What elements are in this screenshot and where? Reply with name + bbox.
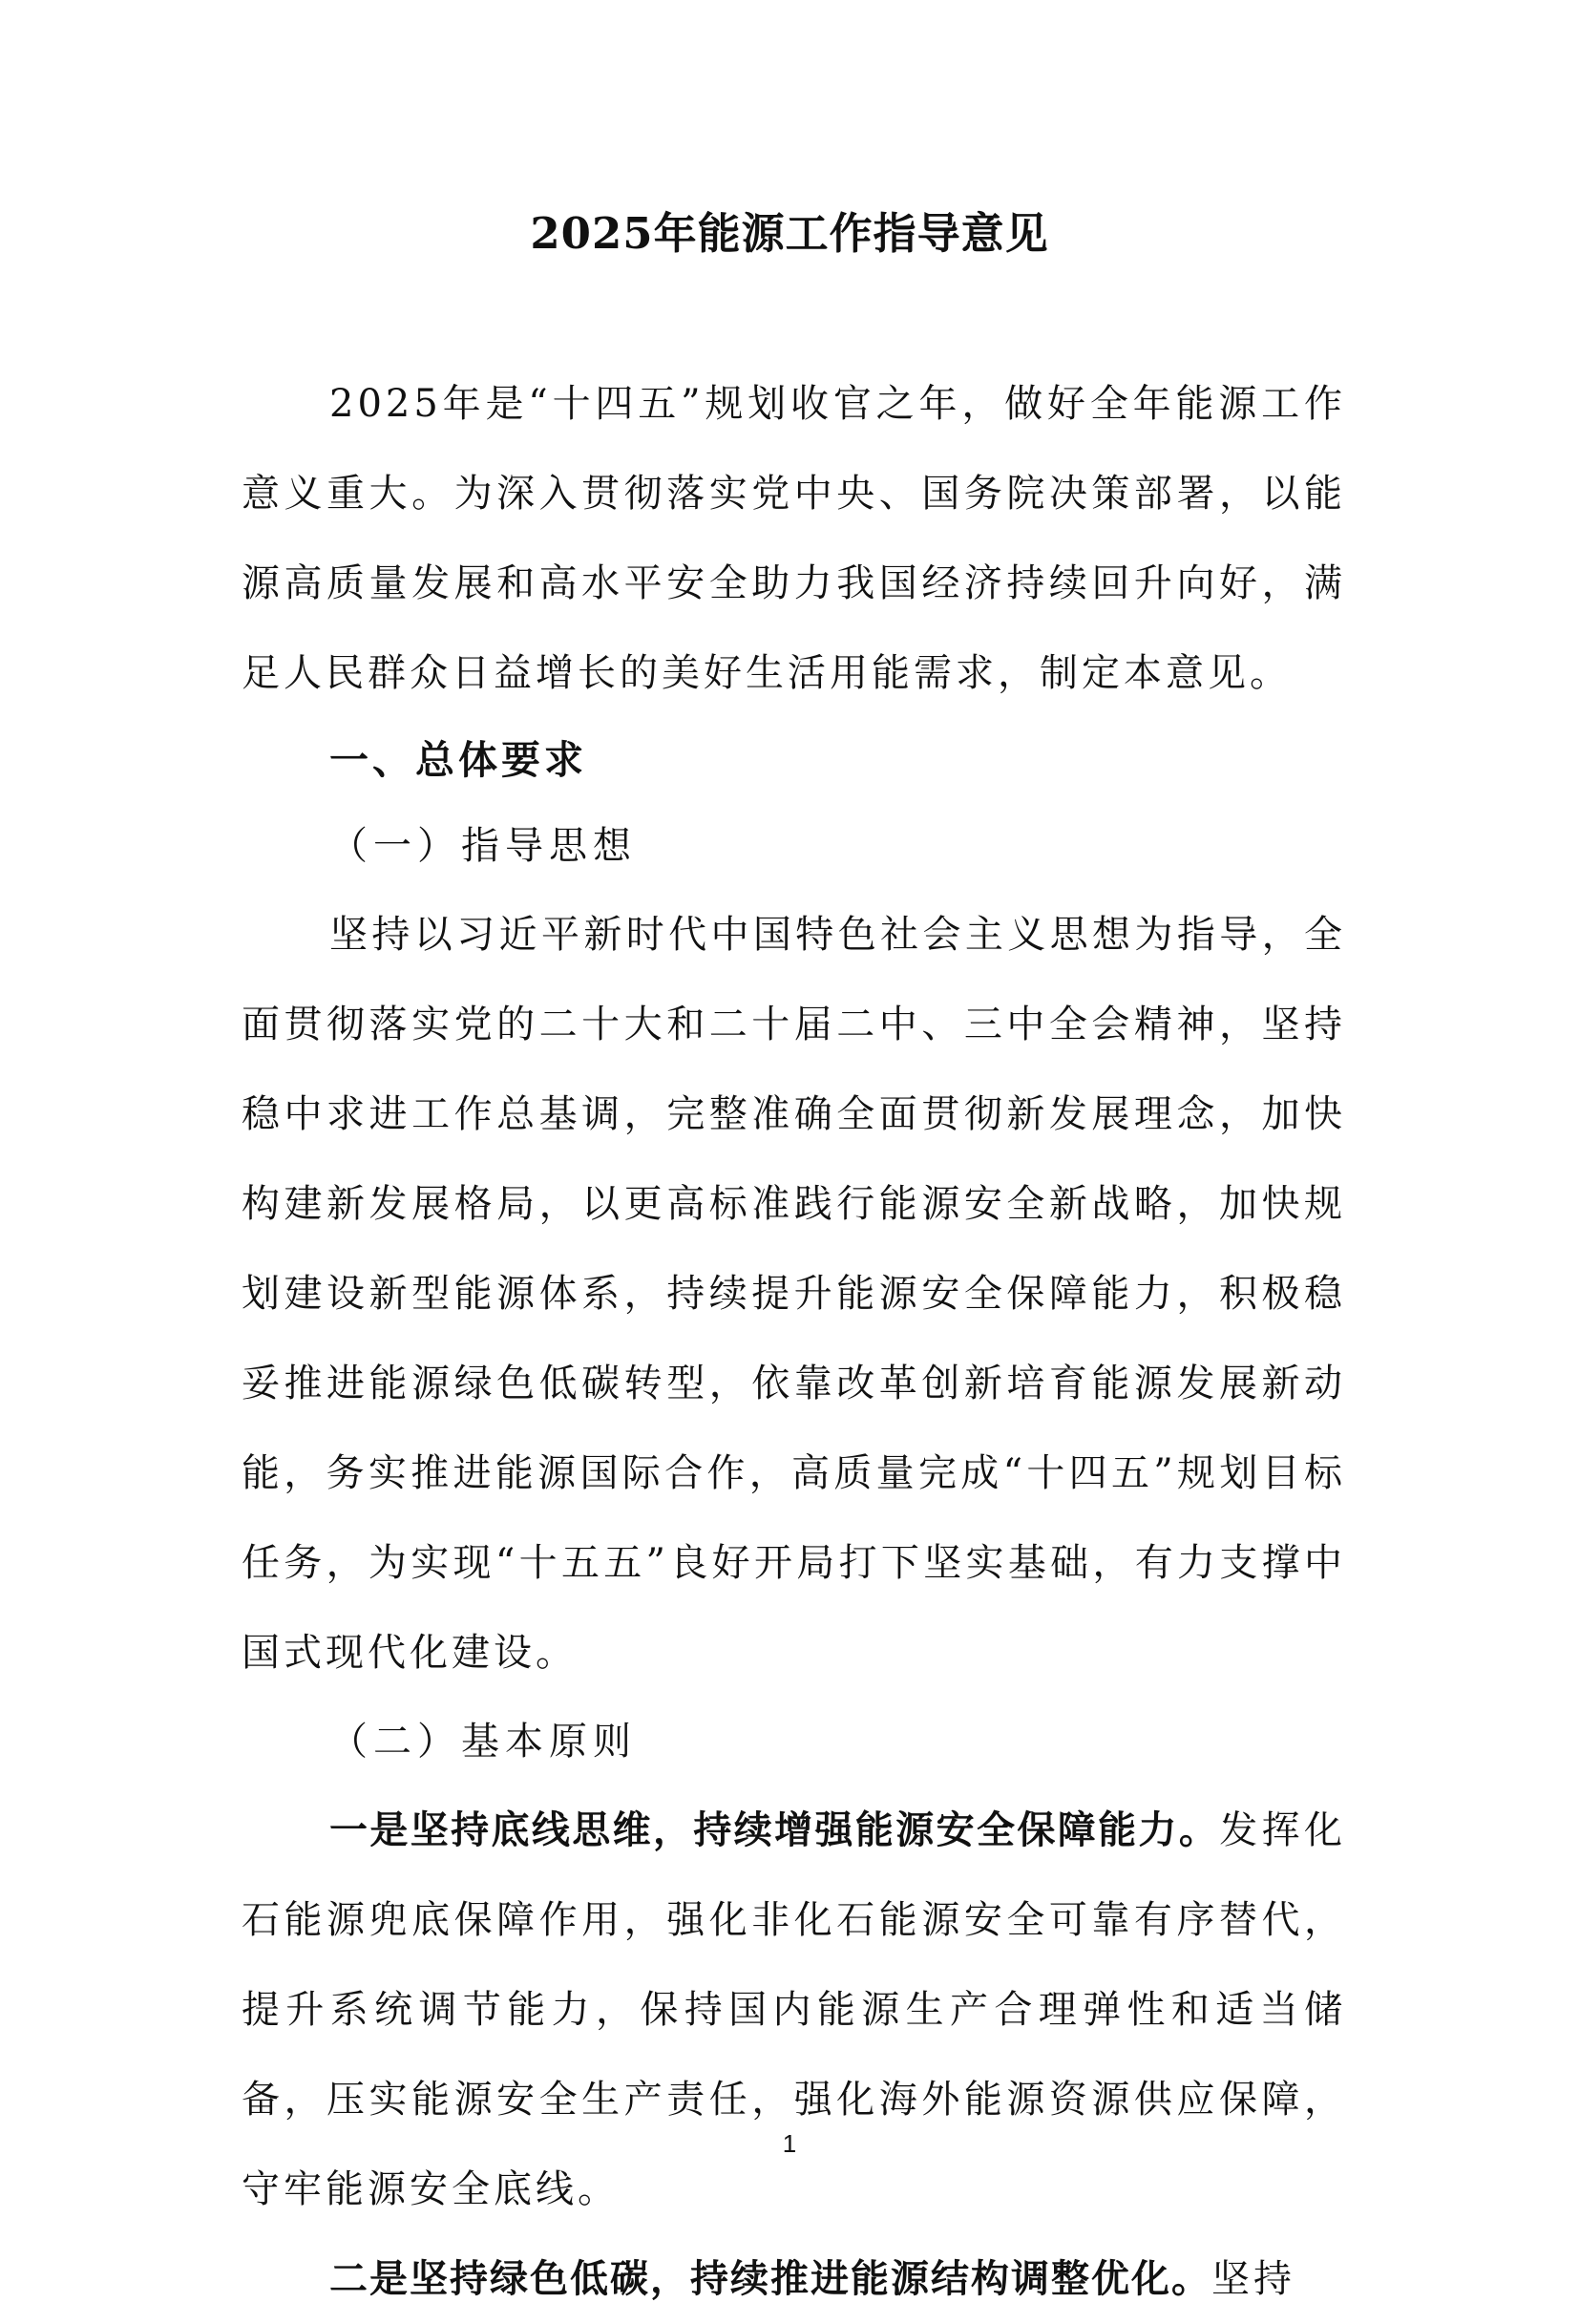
principle-two-paragraph — [242, 2234, 1346, 2324]
document-title: 2025年能源工作指导意见 — [530, 208, 1049, 259]
principle-one-lead: 一是坚持底线思维，持续增强能源安全保障能力。 — [329, 1808, 1220, 1852]
subsection-heading-basic-principles: （二）基本原则 — [329, 1720, 637, 1764]
principle-one-text: 发挥化石能源兜底保障作用，强化非化石能源安全可靠有序替代，提升系统调节能力，保持国内能源生产合理弹性和适当储备，压实能源安全生产责任，强化海外能源资源供应保障，守牢能源安全底线。 — [242, 1808, 1346, 2211]
principle-two-text: 坚持 — [1211, 2257, 1295, 2301]
subsection-heading-guiding-ideology: （一）指导思想 — [329, 824, 637, 868]
guiding-ideology-paragraph: 坚持以习近平新时代中国特色社会主义思想为指导，全面贯彻落实党的二十大和二十届二中、三中全会精神，坚持稳中求进工作总基调，完整准确全面贯彻新发展理念，加快构建新发展格局，以更高标准践行能源安全新战略，加快规划建设新型能源体系，持续提升能源安全保障能力，积极稳妥推进能源绿色低碳转型，依靠改革创新培育能源发展新动能，务实推进能源国际合作，高质量完成“十四五”规划目标任务，为实现“十五五”良好开局打下坚实基础，有力支撑中国式现代化建设。 — [242, 913, 1346, 1675]
principle-two-lead: 二是坚持绿色低碳，持续推进能源结构调整优化。 — [329, 2257, 1211, 2301]
principle-one-paragraph — [242, 1785, 1346, 2234]
page-number: 1 — [782, 2129, 797, 2158]
intro-paragraph: 2025年是“十四五”规划收官之年，做好全年能源工作意义重大。为深入贯彻落实党中央、国务院决策部署，以能源高质量发展和高水平安全助力我国经济持续回升向好，满足人民群众日益增长的美好生活用能需求，制定本意见。 — [242, 382, 1346, 695]
section-heading-general-requirements: 一、总体要求 — [329, 737, 587, 783]
document-body — [242, 359, 1346, 2324]
